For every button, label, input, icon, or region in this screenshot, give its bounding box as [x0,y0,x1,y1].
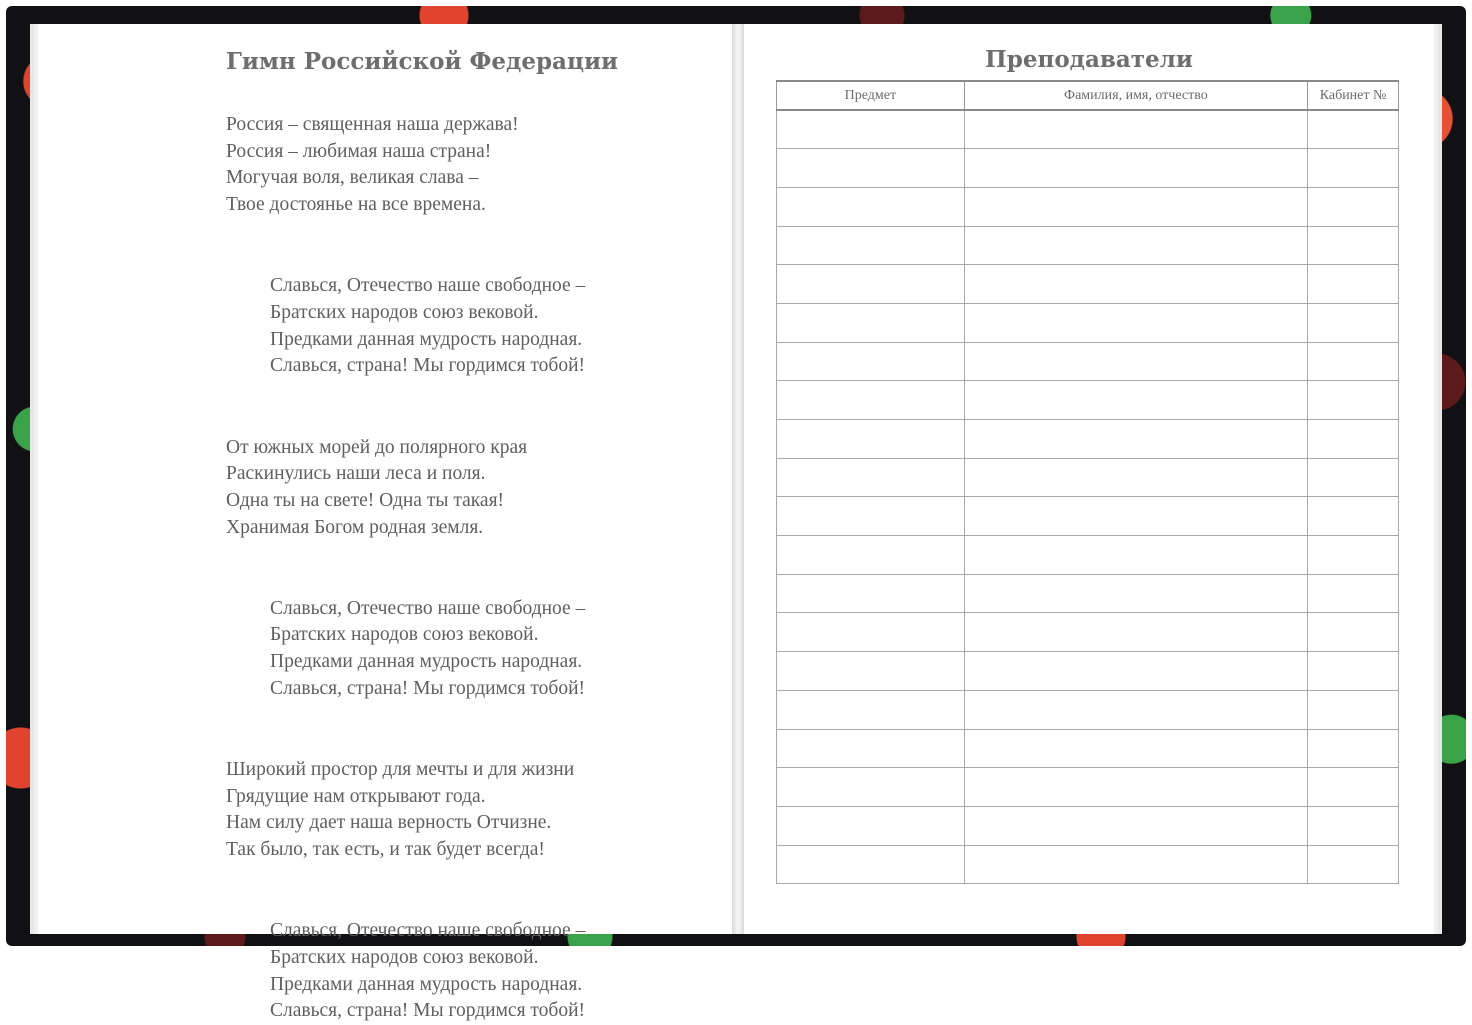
cell-room-number[interactable] [1308,342,1399,381]
cell-subject[interactable] [777,342,965,381]
anthem-line: Славься, страна! Мы гордимся тобой! [270,355,586,377]
table-row [777,806,1399,845]
cell-subject[interactable] [777,187,965,226]
anthem-line: Славься, Отечество наше свободное – [270,920,586,942]
cell-full-name[interactable] [964,729,1307,768]
table-row [777,845,1399,884]
anthem-line: Россия – любимая наша страна! [226,140,492,162]
anthem-line: Раскинулись наши леса и поля. [226,463,486,485]
anthem-chorus [270,273,585,380]
cell-room-number[interactable] [1308,652,1399,691]
cell-room-number[interactable] [1308,729,1399,768]
cell-room-number[interactable] [1308,458,1399,497]
cell-room-number[interactable] [1308,226,1399,265]
cell-full-name[interactable] [964,226,1307,265]
cell-full-name[interactable] [964,690,1307,729]
cell-full-name[interactable] [964,381,1307,420]
table-row [777,458,1399,497]
anthem-line: Предками данная мудрость народная. [270,328,583,350]
cell-full-name[interactable] [964,149,1307,188]
cell-subject[interactable] [777,729,965,768]
table-row [777,497,1399,536]
cell-full-name[interactable] [964,806,1307,845]
table-header-row [777,81,1399,110]
cell-room-number[interactable] [1308,574,1399,613]
anthem-line: Грядущие нам открывают года. [226,785,486,807]
cell-subject[interactable] [777,303,965,342]
anthem-verse [226,757,574,864]
teachers-table-body [777,110,1399,884]
anthem-line: Хранимая Богом родная земля. [226,516,484,538]
cell-room-number[interactable] [1308,187,1399,226]
anthem-line: Братских народов союз вековой. [270,624,539,646]
cell-full-name[interactable] [964,110,1307,149]
table-row [777,342,1399,381]
cell-subject[interactable] [777,845,965,884]
book-spine-gutter [732,24,744,934]
anthem-title: Гимн Российской Федерации [226,48,619,75]
anthem-line: Предками данная мудрость народная. [270,973,583,995]
cell-room-number[interactable] [1308,845,1399,884]
cell-full-name[interactable] [964,497,1307,536]
cell-room-number[interactable] [1308,110,1399,149]
anthem-line: Широкий простор для мечты и для жизни [226,759,575,781]
cell-room-number[interactable] [1308,497,1399,536]
cell-room-number[interactable] [1308,768,1399,807]
anthem-line: Предками данная мудрость народная. [270,651,583,673]
anthem-verse [226,435,527,542]
table-row [777,303,1399,342]
cell-room-number[interactable] [1308,690,1399,729]
table-row [777,536,1399,575]
anthem-line: Одна ты на свете! Одна ты такая! [226,489,505,511]
cell-full-name[interactable] [964,342,1307,381]
cell-subject[interactable] [777,149,965,188]
anthem-line: Славься, страна! Мы гордимся тобой! [270,677,586,699]
anthem-chorus [270,918,585,1025]
cell-subject[interactable] [777,420,965,459]
table-row [777,690,1399,729]
cell-full-name[interactable] [964,303,1307,342]
teachers-table [776,80,1399,884]
anthem-line: Славься, Отечество наше свободное – [270,597,586,619]
anthem-line: Могучая воля, великая слава – [226,167,479,189]
anthem-line: От южных морей до полярного края [226,436,528,458]
table-row [777,768,1399,807]
cell-subject[interactable] [777,265,965,304]
anthem-line: Братских народов союз вековой. [270,947,539,969]
column-header-room-number: Кабинет № [1308,81,1399,110]
column-header-subject: Предмет [777,81,965,110]
cell-subject[interactable] [777,690,965,729]
anthem-line: Братских народов союз вековой. [270,301,539,323]
cell-room-number[interactable] [1308,265,1399,304]
table-row [777,110,1399,149]
teachers-title: Преподаватели [985,46,1193,73]
cell-room-number[interactable] [1308,149,1399,188]
cell-room-number[interactable] [1308,381,1399,420]
cell-full-name[interactable] [964,420,1307,459]
table-row [777,187,1399,226]
cell-subject[interactable] [777,536,965,575]
cell-subject[interactable] [777,226,965,265]
table-row [777,381,1399,420]
anthem-line: Нам силу дает наша верность Отчизне. [226,812,552,834]
cell-subject[interactable] [777,574,965,613]
anthem-line: Славься, Отечество наше свободное – [270,275,586,297]
cell-subject[interactable] [777,613,965,652]
cell-subject[interactable] [777,497,965,536]
cell-full-name[interactable] [964,652,1307,691]
table-row [777,652,1399,691]
anthem-chorus [270,596,585,703]
cell-room-number[interactable] [1308,420,1399,459]
anthem-line: Твое достоянье на все времена. [226,194,486,216]
table-row [777,265,1399,304]
anthem-verse [226,112,519,219]
column-header-full-name: Фамилия, имя, отчество [964,81,1307,110]
anthem-line: Россия – священная наша держава! [226,114,519,135]
cell-subject[interactable] [777,806,965,845]
cell-room-number[interactable] [1308,613,1399,652]
anthem-line: Так было, так есть, и так будет всегда! [226,839,545,861]
table-row [777,226,1399,265]
cell-full-name[interactable] [964,458,1307,497]
cell-subject[interactable] [777,458,965,497]
anthem-line: Славься, страна! Мы гордимся тобой! [270,1000,586,1022]
cell-full-name[interactable] [964,613,1307,652]
cell-subject[interactable] [777,381,965,420]
cell-subject[interactable] [777,768,965,807]
cell-full-name[interactable] [964,536,1307,575]
table-row [777,149,1399,188]
table-row [777,420,1399,459]
table-row [777,574,1399,613]
cell-room-number[interactable] [1308,806,1399,845]
table-row [777,729,1399,768]
cell-full-name[interactable] [964,574,1307,613]
cell-room-number[interactable] [1308,303,1399,342]
cell-room-number[interactable] [1308,536,1399,575]
cell-full-name[interactable] [964,265,1307,304]
cell-full-name[interactable] [964,845,1307,884]
table-row [777,613,1399,652]
cell-full-name[interactable] [964,768,1307,807]
cell-subject[interactable] [777,110,965,149]
left-page [38,24,732,1022]
cell-full-name[interactable] [964,187,1307,226]
cell-subject[interactable] [777,652,965,691]
right-page [744,24,1434,934]
